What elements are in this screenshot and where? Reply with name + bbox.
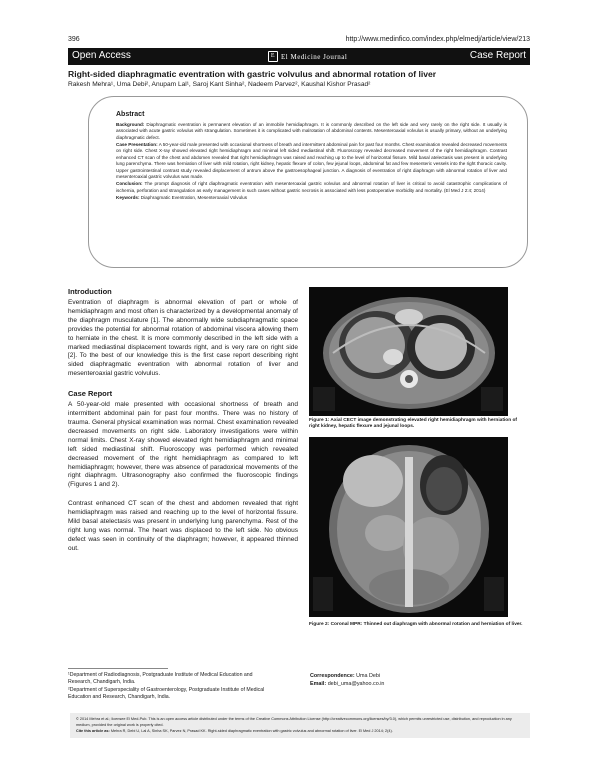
correspondence-label: Correspondence:	[310, 673, 355, 679]
abstract-background-text: Diaphragmatic eventration is permanent elevation of an immobile hemidiaphragm. It is commonly described on the left side and very rarely on the right side. It usually is associated with acute gastric volvulus with strangulation. Sometimes it is complicated with malrotation of abdominal contents. Mesenteroaxial volvulus is usually primary, without an underlying diaphragmatic defect.	[116, 121, 507, 140]
footnotes	[68, 672, 268, 702]
figure-1-image	[309, 287, 508, 416]
correspondence-email[interactable]: debi_uma@yahoo.co.in	[327, 681, 385, 687]
abstract-keywords-text: Diaphragmatic Eventration, Mesenteroaxial Volvulus	[140, 194, 248, 200]
abstract-background	[116, 122, 507, 142]
introduction-heading: Introduction	[68, 287, 112, 296]
email-line	[310, 680, 520, 688]
abstract-case-label: Case Presentation:	[116, 141, 158, 147]
article-url[interactable]: http://www.medinfico.com/index.php/elmedj/article/view/213	[345, 36, 530, 43]
email-label: Email:	[310, 681, 327, 687]
abstract-case	[116, 142, 507, 181]
abstract-keywords-label: Keywords:	[116, 194, 140, 200]
cite-text: Mehra R, Debi U, Lal A, Sinha SK, Parvez N, Prasad KK. Right-sided diaphragmatic eventration with gastric volvulus and abnormal rotation of liver. El Med J 2014; 2(4).	[110, 729, 393, 733]
abstract-conclusion	[116, 181, 507, 194]
introduction-text: Eventration of diaphragm is abnormal elevation of part or whole of hemidiaphragm and most often is characterized by a developmental anomaly of the diaphragm musculature [1]. The abnormally wide subdiaphragmatic space provides the potential for abnormal rotation of abdominal viscera allowing them to herniate in the chest. It is more commonly described in the left side with a marked mediastinal displacement towards right, and is very rare on right side [2]. To the best of our knowledge this is the first case report describing right sided diaphragmatic eventration with abnormal rotation of liver and mesenteroaxial gastric volvulus.	[68, 299, 298, 378]
cite-label: Cite this article as:	[76, 729, 110, 733]
author-list: Rakesh Mehra¹, Uma Debi², Anupam Lal¹, Saroj Kant Sinha², Nadeem Parvez², Kaushal Kishor Prasad²	[68, 81, 371, 88]
figure-1-caption: Figure 1: Axial CECT image demonstrating elevated right hemidiaphragm with herniation of right kidney, hepatic flexure and jejunal loops.	[309, 418, 517, 430]
running-header	[68, 36, 530, 46]
footnote-divider	[68, 668, 168, 669]
journal-banner	[68, 48, 530, 65]
correspondence-line	[310, 672, 520, 680]
abstract-background-label: Background:	[116, 121, 145, 127]
case-report-para1: A 50-year-old male presented with occasional shortness of breath and intermittent abdominal pain for past four months. There was no history of trauma. General physical examination was normal. Chest examination revealed decreased movements on right side. Laboratory investigations were within normal limits. Chest X-ray showed elevated right hemidiaphragm and minimal left sided mediastinal shift. Fluoroscopy was performed which revealed decreased movement of the right hemidiaphragm as compared to left hemidiaphragm; however, there was absence of paradoxical movements of the right diaphragm. Ultrasonography also confirmed the fluoroscopic findings (Figures 1 and 2).	[68, 401, 298, 489]
abstract-conclusion-text: The prompt diagnosis of right diaphragmatic eventration with mesenteroaxial gastric volvulus and abnormal rotation of liver is critical to avoid catastrophic complications of ischemia, perforation and strangulation as early management in such cases without gastric necrosis is associated with less postoperative morbidity and mortality. (El Med J 2:4; 2014)	[116, 181, 507, 193]
page-number: 396	[68, 36, 80, 43]
footnote-2: ²Department of Superspeciality of Gastroenterology, Postgraduate Institute of Medical Education and Research, Chandigarh, India.	[68, 686, 265, 701]
license-box	[70, 713, 530, 738]
case-report-para2: Contrast enhanced CT scan of the chest and abdomen revealed that right hemidiaphragm was raised and reaching up to the level of horizontal fissure. Mild basal atelectasis was present in underlying lung parenchyma. Rest of the right lung was normal. The heart was displaced to the left side. No obvious defect was seen in continuity of the diaphragm; however, it appeared thinned out.	[68, 500, 298, 552]
article-type-label: Case Report	[469, 50, 526, 61]
citation-line	[76, 728, 524, 734]
figure-2-ct-coronal	[309, 437, 508, 617]
article-title: Right-sided diaphragmatic eventration with gastric volvulus and abnormal rotation of liver	[68, 69, 437, 79]
figure-2-image	[309, 437, 508, 617]
abstract-heading: Abstract	[116, 111, 145, 118]
abstract-keywords	[116, 195, 507, 202]
figure-2-caption: Figure 2: Coronal MPR: Thinned out diaphragm with abnormal rotation and herniation of liver.	[309, 622, 523, 627]
case-report-heading: Case Report	[68, 389, 113, 399]
open-access-label: Open Access	[72, 50, 131, 61]
correspondence-block	[310, 672, 520, 688]
license-text: © 2014 Mehra et al.; licensee El Med-Pub. This is an open access article distributed under the terms of the Creative Commons Attribution License (http://creativecommons.org/licenses/by/3.0), which permits unrestricted use, distribution, and reproduction in any medium, provided the original work is properly cited.	[76, 717, 512, 727]
journal-logo-icon: E	[268, 51, 278, 62]
footnote-1: ¹Department of Radiodiagnosis, Postgraduate Institute of Medical Education and Research, Chandigarh, India.	[68, 672, 253, 686]
abstract-box	[88, 96, 528, 268]
left-column	[68, 287, 298, 554]
abstract-conclusion-label: Conclusion:	[116, 181, 143, 186]
figure-1-ct-axial	[309, 287, 508, 416]
abstract-case-text: A 50-year-old male presented with occasional shortness of breath and intermittent abdominal pain for past four months. Chest examination revealed decreased movements on right side. Chest X-ray showed elevated right hemidiaphragm and minimal left sided mediastinal shift. Fluoroscopy revealed decreased movement of the right hemidiaphragm. Contrast enhanced CT scan of the chest and abdomen revealed that right hemidiaphragm was raised and reaching up to the level of horizontal fissure. Mild basal atelectasis was present in underlying lung parenchyma. There was herniation of liver with mild rotation, right kidney, hepatic flexure of colon, few jejunal loops, abdominal fat and few mesenteric vessels into the right thoracic cavity. Upper gastrointestinal contrast study revealed displacement of antrum above the gastroesophageal junction. A diagnosis of eventration of right diaphragm with abnormal rotation of liver and mesenteroaxial gastric volvulus was made.	[116, 141, 507, 179]
journal-logo	[268, 50, 347, 63]
correspondence-name: Uma Debi	[356, 673, 381, 679]
journal-name: El Medicine Journal	[281, 52, 348, 61]
